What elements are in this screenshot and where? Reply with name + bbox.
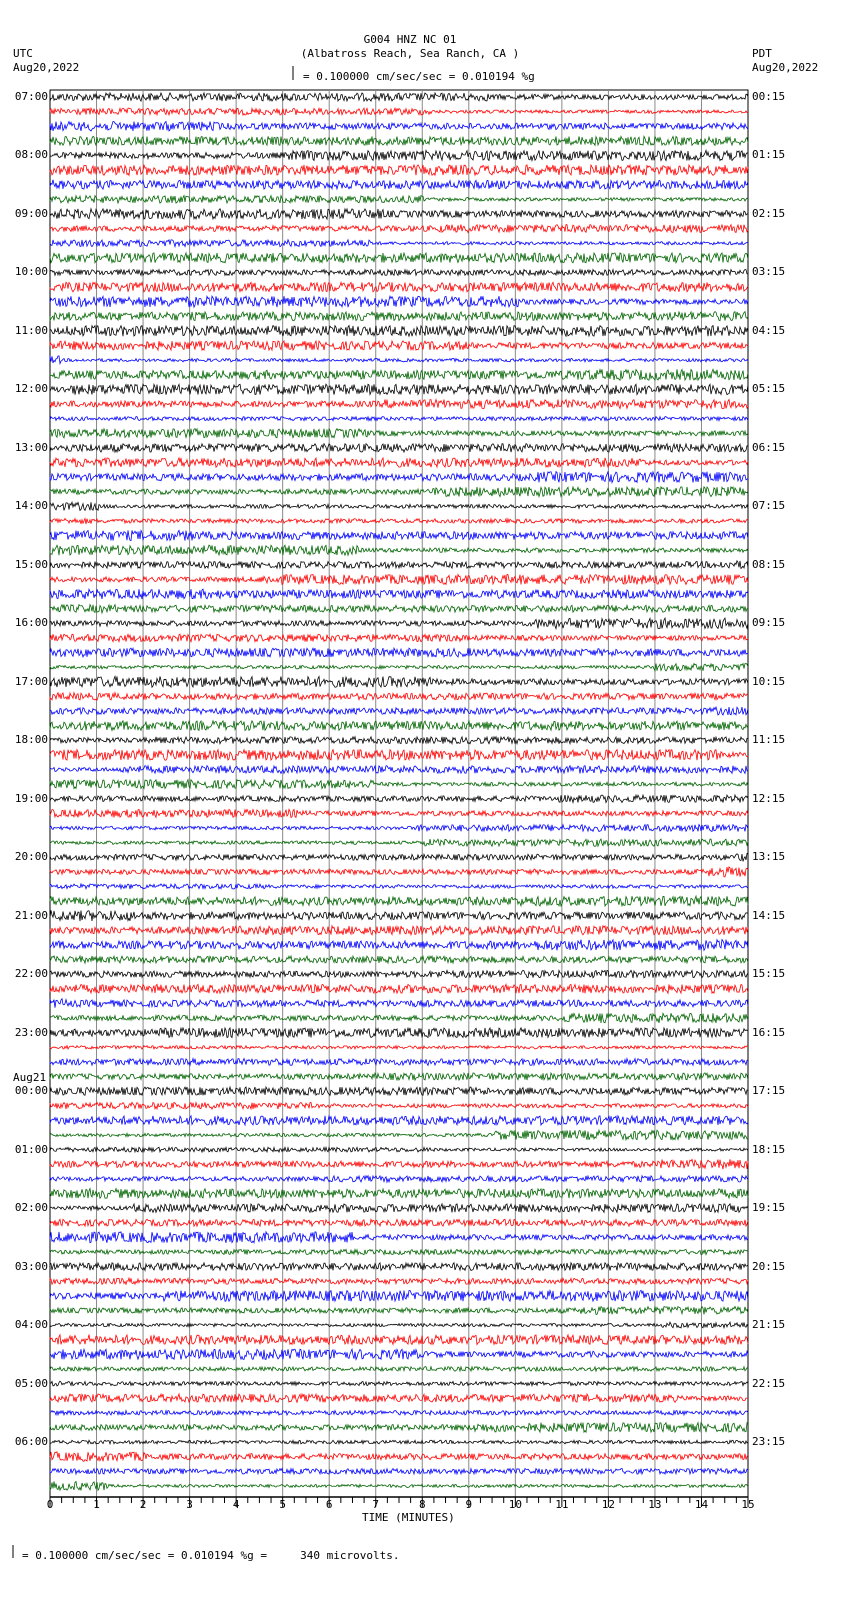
trace-line bbox=[50, 180, 748, 189]
left-hour-label: 17:00 bbox=[14, 674, 48, 688]
trace-line bbox=[50, 1367, 748, 1372]
trace-line bbox=[50, 676, 748, 687]
right-hour-label: 09:15 bbox=[752, 616, 786, 630]
x-tick-label: 5 bbox=[279, 1498, 286, 1511]
left-date: Aug20,2022 bbox=[13, 61, 80, 74]
trace-line bbox=[50, 384, 748, 395]
right-hour-label: 21:15 bbox=[752, 1318, 786, 1332]
trace-line bbox=[50, 1013, 748, 1023]
right-hour-label: 00:15 bbox=[752, 90, 786, 103]
trace-line bbox=[50, 530, 748, 540]
right-hour-label: 22:15 bbox=[752, 1376, 786, 1390]
x-tick-label: 14 bbox=[694, 1498, 709, 1511]
trace-line bbox=[50, 1349, 748, 1359]
trace-line bbox=[50, 1469, 748, 1475]
left-hour-label: 01:00 bbox=[14, 1142, 48, 1156]
trace-line bbox=[50, 196, 748, 204]
trace-line bbox=[50, 1147, 748, 1152]
trace-line bbox=[50, 780, 748, 789]
right-hour-label: 13:15 bbox=[752, 850, 786, 864]
x-tick-label: 8 bbox=[418, 1498, 426, 1511]
left-hour-label: 07:00 bbox=[14, 90, 48, 103]
trace-line bbox=[50, 1087, 748, 1095]
x-tick-label: 3 bbox=[186, 1498, 193, 1511]
trace-line bbox=[50, 1046, 748, 1049]
trace-line bbox=[50, 1278, 748, 1284]
x-tick-label: 13 bbox=[648, 1498, 662, 1511]
trace-line bbox=[50, 575, 748, 585]
left-hour-label: 18:00 bbox=[14, 733, 48, 747]
trace-line bbox=[50, 108, 748, 115]
trace-line bbox=[50, 926, 748, 935]
trace-line bbox=[50, 312, 748, 321]
trace-line bbox=[50, 400, 748, 409]
left-hour-label: 02:00 bbox=[14, 1201, 48, 1215]
trace-line bbox=[50, 487, 748, 497]
x-tick-label: 4 bbox=[232, 1498, 240, 1511]
trace-line bbox=[50, 693, 748, 700]
right-hour-label: 14:15 bbox=[752, 908, 786, 922]
trace-line bbox=[50, 825, 748, 832]
trace-line bbox=[50, 1028, 748, 1038]
x-tick-label: 0 bbox=[46, 1498, 54, 1511]
trace-line bbox=[50, 240, 748, 247]
trace-line bbox=[50, 356, 748, 364]
trace-line bbox=[50, 648, 748, 657]
trace-line bbox=[50, 896, 748, 906]
trace-line bbox=[50, 707, 748, 715]
right-hour-label: 17:15 bbox=[752, 1084, 786, 1098]
trace-line bbox=[50, 1452, 748, 1461]
right-hour-label: 10:15 bbox=[752, 674, 786, 688]
trace-line bbox=[50, 1102, 748, 1109]
trace-line bbox=[50, 809, 748, 817]
trace-line bbox=[50, 605, 748, 613]
trace-line bbox=[50, 282, 748, 292]
trace-line bbox=[50, 1290, 748, 1301]
right-date: Aug20,2022 bbox=[752, 61, 819, 74]
x-tick-label: 15 bbox=[741, 1498, 755, 1511]
trace-line bbox=[50, 369, 748, 380]
right-hour-label: 12:15 bbox=[752, 791, 786, 805]
trace-line bbox=[50, 561, 748, 569]
trace-line bbox=[50, 417, 748, 421]
trace-line bbox=[50, 1232, 748, 1243]
trace-line bbox=[50, 472, 748, 483]
date-change-label: Aug21 bbox=[13, 1071, 47, 1085]
right-hour-label: 08:15 bbox=[752, 557, 786, 571]
station-location: (Albatross Reach, Sea Ranch, CA ) bbox=[300, 47, 520, 60]
left-hour-label: 22:00 bbox=[14, 967, 48, 981]
left-hour-label: 20:00 bbox=[14, 850, 48, 864]
trace-line bbox=[50, 737, 748, 744]
x-tick-label: 1 bbox=[93, 1498, 100, 1511]
right-hour-label: 18:15 bbox=[752, 1142, 786, 1156]
trace-line bbox=[50, 1219, 748, 1226]
right-hour-label: 11:15 bbox=[752, 733, 786, 747]
trace-line bbox=[50, 253, 748, 263]
right-hour-label: 07:15 bbox=[752, 499, 786, 513]
left-hour-label: 06:00 bbox=[14, 1435, 48, 1449]
footer-scale: = 0.100000 cm/sec/sec = 0.010194 %g = 340 microvolts. bbox=[22, 1549, 400, 1562]
left-hour-label: 08:00 bbox=[14, 148, 48, 162]
left-hour-label: 19:00 bbox=[14, 791, 48, 805]
left-hour-label: 21:00 bbox=[14, 908, 48, 922]
trace-line bbox=[50, 93, 748, 101]
x-tick-label: 11 bbox=[555, 1498, 569, 1511]
trace-line bbox=[50, 1249, 748, 1254]
trace-line bbox=[50, 545, 748, 555]
right-hour-label: 20:15 bbox=[752, 1259, 786, 1273]
right-hour-label: 05:15 bbox=[752, 382, 786, 396]
trace-line bbox=[50, 1423, 748, 1433]
trace-line bbox=[50, 1073, 748, 1080]
left-hour-label: 03:00 bbox=[14, 1259, 48, 1273]
trace-line bbox=[50, 165, 748, 175]
left-hour-label: 14:00 bbox=[14, 499, 48, 513]
trace-line bbox=[50, 1059, 748, 1066]
trace-line bbox=[50, 429, 748, 438]
left-hour-label: 13:00 bbox=[14, 440, 48, 454]
left-hour-label: 10:00 bbox=[14, 265, 48, 279]
trace-line bbox=[50, 1394, 748, 1402]
trace-line bbox=[50, 839, 748, 846]
trace-line bbox=[50, 1440, 748, 1444]
trace-line bbox=[50, 326, 748, 337]
left-timezone: UTC bbox=[13, 47, 33, 60]
trace-line bbox=[50, 940, 748, 951]
trace-line bbox=[50, 1130, 748, 1140]
trace-line bbox=[50, 589, 748, 599]
station-title: G004 HNZ NC 01 bbox=[363, 33, 457, 46]
trace-line bbox=[50, 766, 748, 774]
trace-line bbox=[50, 1381, 748, 1386]
left-hour-label: 05:00 bbox=[14, 1376, 48, 1390]
trace-line bbox=[50, 634, 748, 642]
left-hour-label: 09:00 bbox=[14, 206, 48, 220]
x-tick-label: 12 bbox=[601, 1498, 616, 1511]
x-tick-label: 2 bbox=[139, 1498, 147, 1511]
left-hour-label: 12:00 bbox=[14, 382, 48, 396]
right-hour-label: 02:15 bbox=[752, 206, 786, 220]
right-hour-label: 19:15 bbox=[752, 1201, 786, 1215]
trace-line bbox=[50, 209, 748, 219]
trace-line bbox=[50, 122, 748, 132]
trace-line bbox=[50, 970, 748, 978]
trace-line bbox=[50, 1322, 748, 1328]
trace-line bbox=[50, 956, 748, 963]
x-tick-label: 9 bbox=[465, 1498, 473, 1511]
trace-line bbox=[50, 1189, 748, 1199]
trace-line bbox=[50, 150, 748, 160]
trace-line bbox=[50, 664, 748, 671]
trace-line bbox=[50, 1263, 748, 1271]
trace-line bbox=[50, 1411, 748, 1416]
trace-line bbox=[50, 867, 748, 877]
left-hour-label: 04:00 bbox=[14, 1318, 48, 1332]
trace-line bbox=[50, 519, 748, 525]
trace-line bbox=[50, 270, 748, 276]
left-hour-label: 23:00 bbox=[14, 1025, 48, 1039]
trace-line bbox=[50, 618, 748, 629]
right-hour-label: 06:15 bbox=[752, 440, 786, 454]
x-axis-label: TIME (MINUTES) bbox=[362, 1511, 455, 1524]
right-hour-label: 01:15 bbox=[752, 148, 786, 162]
left-hour-label: 16:00 bbox=[14, 616, 48, 630]
trace-line bbox=[50, 1159, 748, 1169]
trace-line bbox=[50, 136, 748, 145]
trace-line bbox=[50, 502, 748, 510]
scale-label: = 0.100000 cm/sec/sec = 0.010194 %g bbox=[303, 70, 535, 83]
trace-line bbox=[50, 444, 748, 453]
right-hour-label: 23:15 bbox=[752, 1435, 786, 1449]
trace-line bbox=[50, 853, 748, 861]
trace-line bbox=[50, 750, 748, 761]
trace-line bbox=[50, 458, 748, 467]
trace-line bbox=[50, 884, 748, 889]
right-hour-label: 04:15 bbox=[752, 323, 786, 337]
left-hour-label: 15:00 bbox=[14, 557, 48, 571]
trace-line bbox=[50, 1176, 748, 1182]
right-hour-label: 15:15 bbox=[752, 967, 786, 981]
trace-line bbox=[50, 296, 748, 307]
trace-line bbox=[50, 910, 748, 921]
trace-line bbox=[50, 1481, 748, 1490]
trace-line bbox=[50, 795, 748, 803]
trace-line bbox=[50, 341, 748, 350]
trace-line bbox=[50, 225, 748, 233]
trace-line bbox=[50, 1335, 748, 1345]
left-hour-label: 11:00 bbox=[14, 323, 48, 337]
trace-line bbox=[50, 721, 748, 731]
x-tick-label: 6 bbox=[325, 1498, 333, 1511]
right-hour-label: 16:15 bbox=[752, 1025, 786, 1039]
trace-line bbox=[50, 1116, 748, 1125]
right-hour-label: 03:15 bbox=[752, 265, 786, 279]
x-tick-label: 10 bbox=[508, 1498, 522, 1511]
trace-line bbox=[50, 1306, 748, 1314]
x-tick-label: 7 bbox=[372, 1498, 380, 1511]
right-timezone: PDT bbox=[752, 47, 772, 60]
trace-line bbox=[50, 1204, 748, 1213]
left-hour-label: 00:00 bbox=[14, 1084, 48, 1098]
plot-frame bbox=[50, 90, 748, 1497]
trace-line bbox=[50, 984, 748, 993]
trace-line bbox=[50, 999, 748, 1008]
